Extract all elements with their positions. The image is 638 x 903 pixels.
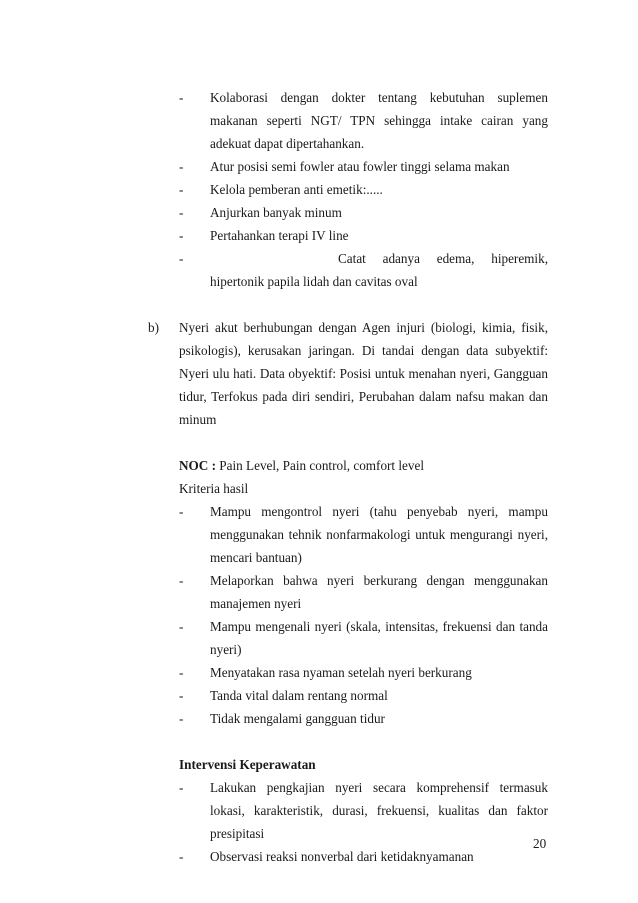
list-item bbox=[179, 178, 548, 201]
list-item-text: Pertahankan terapi IV line bbox=[210, 228, 349, 243]
list-item bbox=[179, 247, 548, 293]
list-item-text: Mampu mengenali nyeri (skala, intensitas, frekuensi dan tanda nyeri) bbox=[210, 619, 548, 657]
list-item bbox=[179, 201, 548, 224]
spacer bbox=[148, 730, 548, 753]
list-dash: - bbox=[179, 665, 184, 680]
list-item bbox=[179, 776, 548, 845]
list-item-text: Menyatakan rasa nyaman setelah nyeri berkurang bbox=[210, 665, 472, 680]
list-dash: - bbox=[179, 205, 184, 220]
list-item bbox=[179, 86, 548, 155]
list-dash: - bbox=[179, 780, 184, 795]
list-dash: - bbox=[179, 251, 184, 266]
list-item bbox=[179, 155, 548, 178]
list-item bbox=[179, 224, 548, 247]
list-item-text: Mampu mengontrol nyeri (tahu penyebab nyeri, mampu menggunakan tehnik nonfarmakologi untuk mengurangi nyeri, mencari bantuan) bbox=[210, 504, 548, 565]
list-item bbox=[179, 661, 548, 684]
list-item-text: Catat adanya edema, hiperemik, hipertonik papila lidah dan cavitas oval bbox=[210, 251, 548, 289]
list-item bbox=[179, 500, 548, 569]
list-dash: - bbox=[179, 849, 184, 864]
page-number: 20 bbox=[533, 836, 547, 851]
section-b bbox=[148, 316, 548, 431]
list-item-text: Anjurkan banyak minum bbox=[210, 205, 342, 220]
list-item-text: Atur posisi semi fowler atau fowler tinggi selama makan bbox=[210, 159, 510, 174]
noc-text: Pain Level, Pain control, comfort level bbox=[216, 458, 425, 473]
section-b-text: Nyeri akut berhubungan dengan Agen injuri (biologi, kimia, fisik, psikologis), kerusakan jaringan. Di tandai dengan data subyektif: Nyeri ulu hati. Data obyektif: Posisi untuk menahan nyeri, Gangguan tidur, Terfokus pada diri sendiri, Perubahan dalam nafsu makan dan minum bbox=[179, 320, 548, 427]
page-body bbox=[148, 86, 548, 868]
list-item bbox=[179, 615, 548, 661]
list-item-text: Kelola pemberan anti emetik:..... bbox=[210, 182, 383, 197]
list-dash: - bbox=[179, 159, 184, 174]
list-item-text: Observasi reaksi nonverbal dari ketidaknyamanan bbox=[210, 849, 474, 864]
noc-line bbox=[179, 454, 548, 477]
list-item bbox=[179, 684, 548, 707]
list-dash: - bbox=[179, 573, 184, 588]
list-dash: - bbox=[179, 90, 184, 105]
list-item-text: Lakukan pengkajian nyeri secara komprehensif termasuk lokasi, karakteristik, durasi, frekuensi, kualitas dan faktor presipitasi bbox=[210, 780, 548, 841]
list-dash: - bbox=[179, 182, 184, 197]
list-item-text: Tanda vital dalam rentang normal bbox=[210, 688, 388, 703]
list-dash: - bbox=[179, 711, 184, 726]
list-item-text: Melaporkan bahwa nyeri berkurang dengan menggunakan manajemen nyeri bbox=[210, 573, 548, 611]
list-dash: - bbox=[179, 619, 184, 634]
list-dash: - bbox=[179, 688, 184, 703]
kriteria-title: Kriteria hasil bbox=[179, 481, 249, 496]
list-item bbox=[179, 707, 548, 730]
list-item-text: Tidak mengalami gangguan tidur bbox=[210, 711, 385, 726]
list-item-text: Kolaborasi dengan dokter tentang kebutuhan suplemen makanan seperti NGT/ TPN sehingga intake cairan yang adekuat dapat dipertahankan. bbox=[210, 90, 548, 151]
list-dash: - bbox=[179, 504, 184, 519]
list-dash: - bbox=[179, 228, 184, 243]
spacer bbox=[148, 431, 548, 454]
section-marker: b) bbox=[148, 320, 159, 335]
intervensi-title: Intervensi Keperawatan bbox=[179, 757, 316, 772]
noc-label: NOC : bbox=[179, 458, 216, 473]
list-item bbox=[179, 569, 548, 615]
list-item bbox=[179, 845, 548, 868]
